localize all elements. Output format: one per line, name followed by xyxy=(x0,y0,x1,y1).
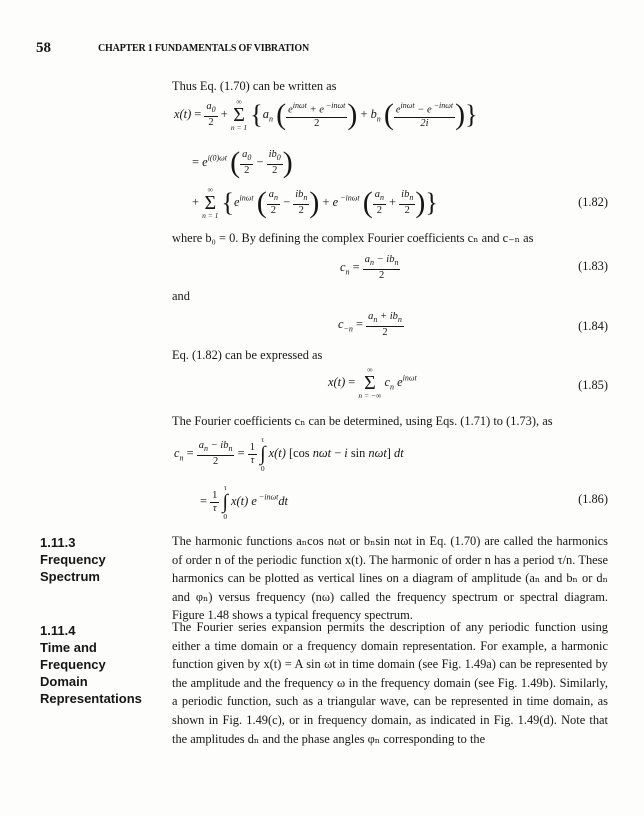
determined-line: The Fourier coefficients cₙ can be determined, using Eqs. (1.71) to (1.73), as xyxy=(172,414,553,428)
section-title-line: Spectrum xyxy=(40,569,100,584)
and-word: and xyxy=(172,289,190,303)
equation-cn-exponential: = $\frac{1}{\tau}$ τ ∫ 0 x(t) e $^{-in\omega t}$dt xyxy=(200,483,288,521)
section-title-line: Representations xyxy=(40,691,142,706)
equation-c-minus-n: $c_{-n}$ = $\frac{a_n + ib_n}{2}$ xyxy=(338,311,402,339)
section-title-line: Time and xyxy=(40,640,97,655)
section-number: 1.11.4 xyxy=(40,623,76,638)
equation-dc-term: = $e^{i(0)\omega t}$ ( $\frac{a_0}{2}$ − $\frac{ib_0}{2}$ ) xyxy=(192,146,293,179)
section-title-line: Frequency xyxy=(40,657,106,672)
section-1-11-4-heading xyxy=(40,622,170,707)
equation-number-1-86: (1.86) xyxy=(578,492,608,506)
equation-complex-series: x(t) = ∞ Σ n = −∞ $c_n$ $e^{in\omega t}$ xyxy=(328,365,417,400)
equation-fourier-expansion: x(t) = $\frac{a_0}{2}$ + ∞ Σ n = 1 {$a_n$ ( $\frac{e^{in\omega t} + e ^{-in\omega t}}{2}$ ) + $b_n$ ( $\frac{e^{in\omega t} - e ^{-in\omega t}}{2i}$ )} xyxy=(174,97,478,132)
equation-cn-integral: $c_n$ = $\frac{a_n - ib_n}{2}$ = $\frac{1}{\tau}$ τ ∫ 0 x(t) [cos nωt − i sin nωt] dt xyxy=(174,435,404,473)
paragraph-time-frequency-domain: The Fourier series expansion permits the description of any periodic function using either a time domain or a frequency domain representation. For example, a harmonic function given by x(t) = A sin ωt in time domain (see Fig. 1.49a) can be represented by the amplitude and the frequency ω in the frequency domain (see Fig. 1.49b). Similarly, a periodic function, such as a triangular wave, can be represented in time domain, as shown in Fig. 1.49(c), or in frequency domain, as indicated in Fig. 1.49(d). Note that the amplitudes dₙ and the phase angles φₙ corresponding to the xyxy=(172,620,608,746)
expressed-line: Eq. (1.82) can be expressed as xyxy=(172,348,323,362)
equation-harmonic-sum: + ∞ Σ n = 1 {$e^{in\omega t}$ ( $\frac{a_n}{2}$ − $\frac{ib_n}{2}$ ) + e $^{-in\omega t}$ ( $\frac{a_n}{2}$ + $\frac{ib_n}{2}$ )} xyxy=(192,185,438,220)
intro-line: Thus Eq. (1.70) can be written as xyxy=(172,79,337,93)
equation-cn: $c_n$ = $\frac{a_n - ib_n}{2}$ xyxy=(340,254,399,282)
section-number: 1.11.3 xyxy=(40,535,76,550)
equation-number-1-82: (1.82) xyxy=(578,195,608,209)
page-number: 58 xyxy=(36,40,51,56)
where-line: where b₀ = 0. By defining the complex Fourier coefficients cₙ and c₋ₙ as xyxy=(172,231,534,245)
equation-number-1-84: (1.84) xyxy=(578,319,608,333)
chapter-title: CHAPTER 1 FUNDAMENTALS OF VIBRATION xyxy=(98,43,309,54)
section-title-line: Domain xyxy=(40,674,88,689)
section-1-11-3-heading xyxy=(40,534,170,585)
paragraph-frequency-spectrum: The harmonic functions aₙcos nωt or bₙsin nωt in Eq. (1.70) are called the harmonics of order n of the periodic function x(t). The harmonic of order n has a period τ/n. These harmonics can be plotted as vertical lines on a diagram of amplitude (aₙ and bₙ or dₙ and φₙ) versus frequency (nω) called the frequency spectrum or spectral diagram. Figure 1.48 shows a typical frequency spectrum. xyxy=(172,534,608,623)
equation-number-1-85: (1.85) xyxy=(578,378,608,392)
equation-number-1-83: (1.83) xyxy=(578,259,608,273)
section-title-line: Frequency xyxy=(40,552,106,567)
